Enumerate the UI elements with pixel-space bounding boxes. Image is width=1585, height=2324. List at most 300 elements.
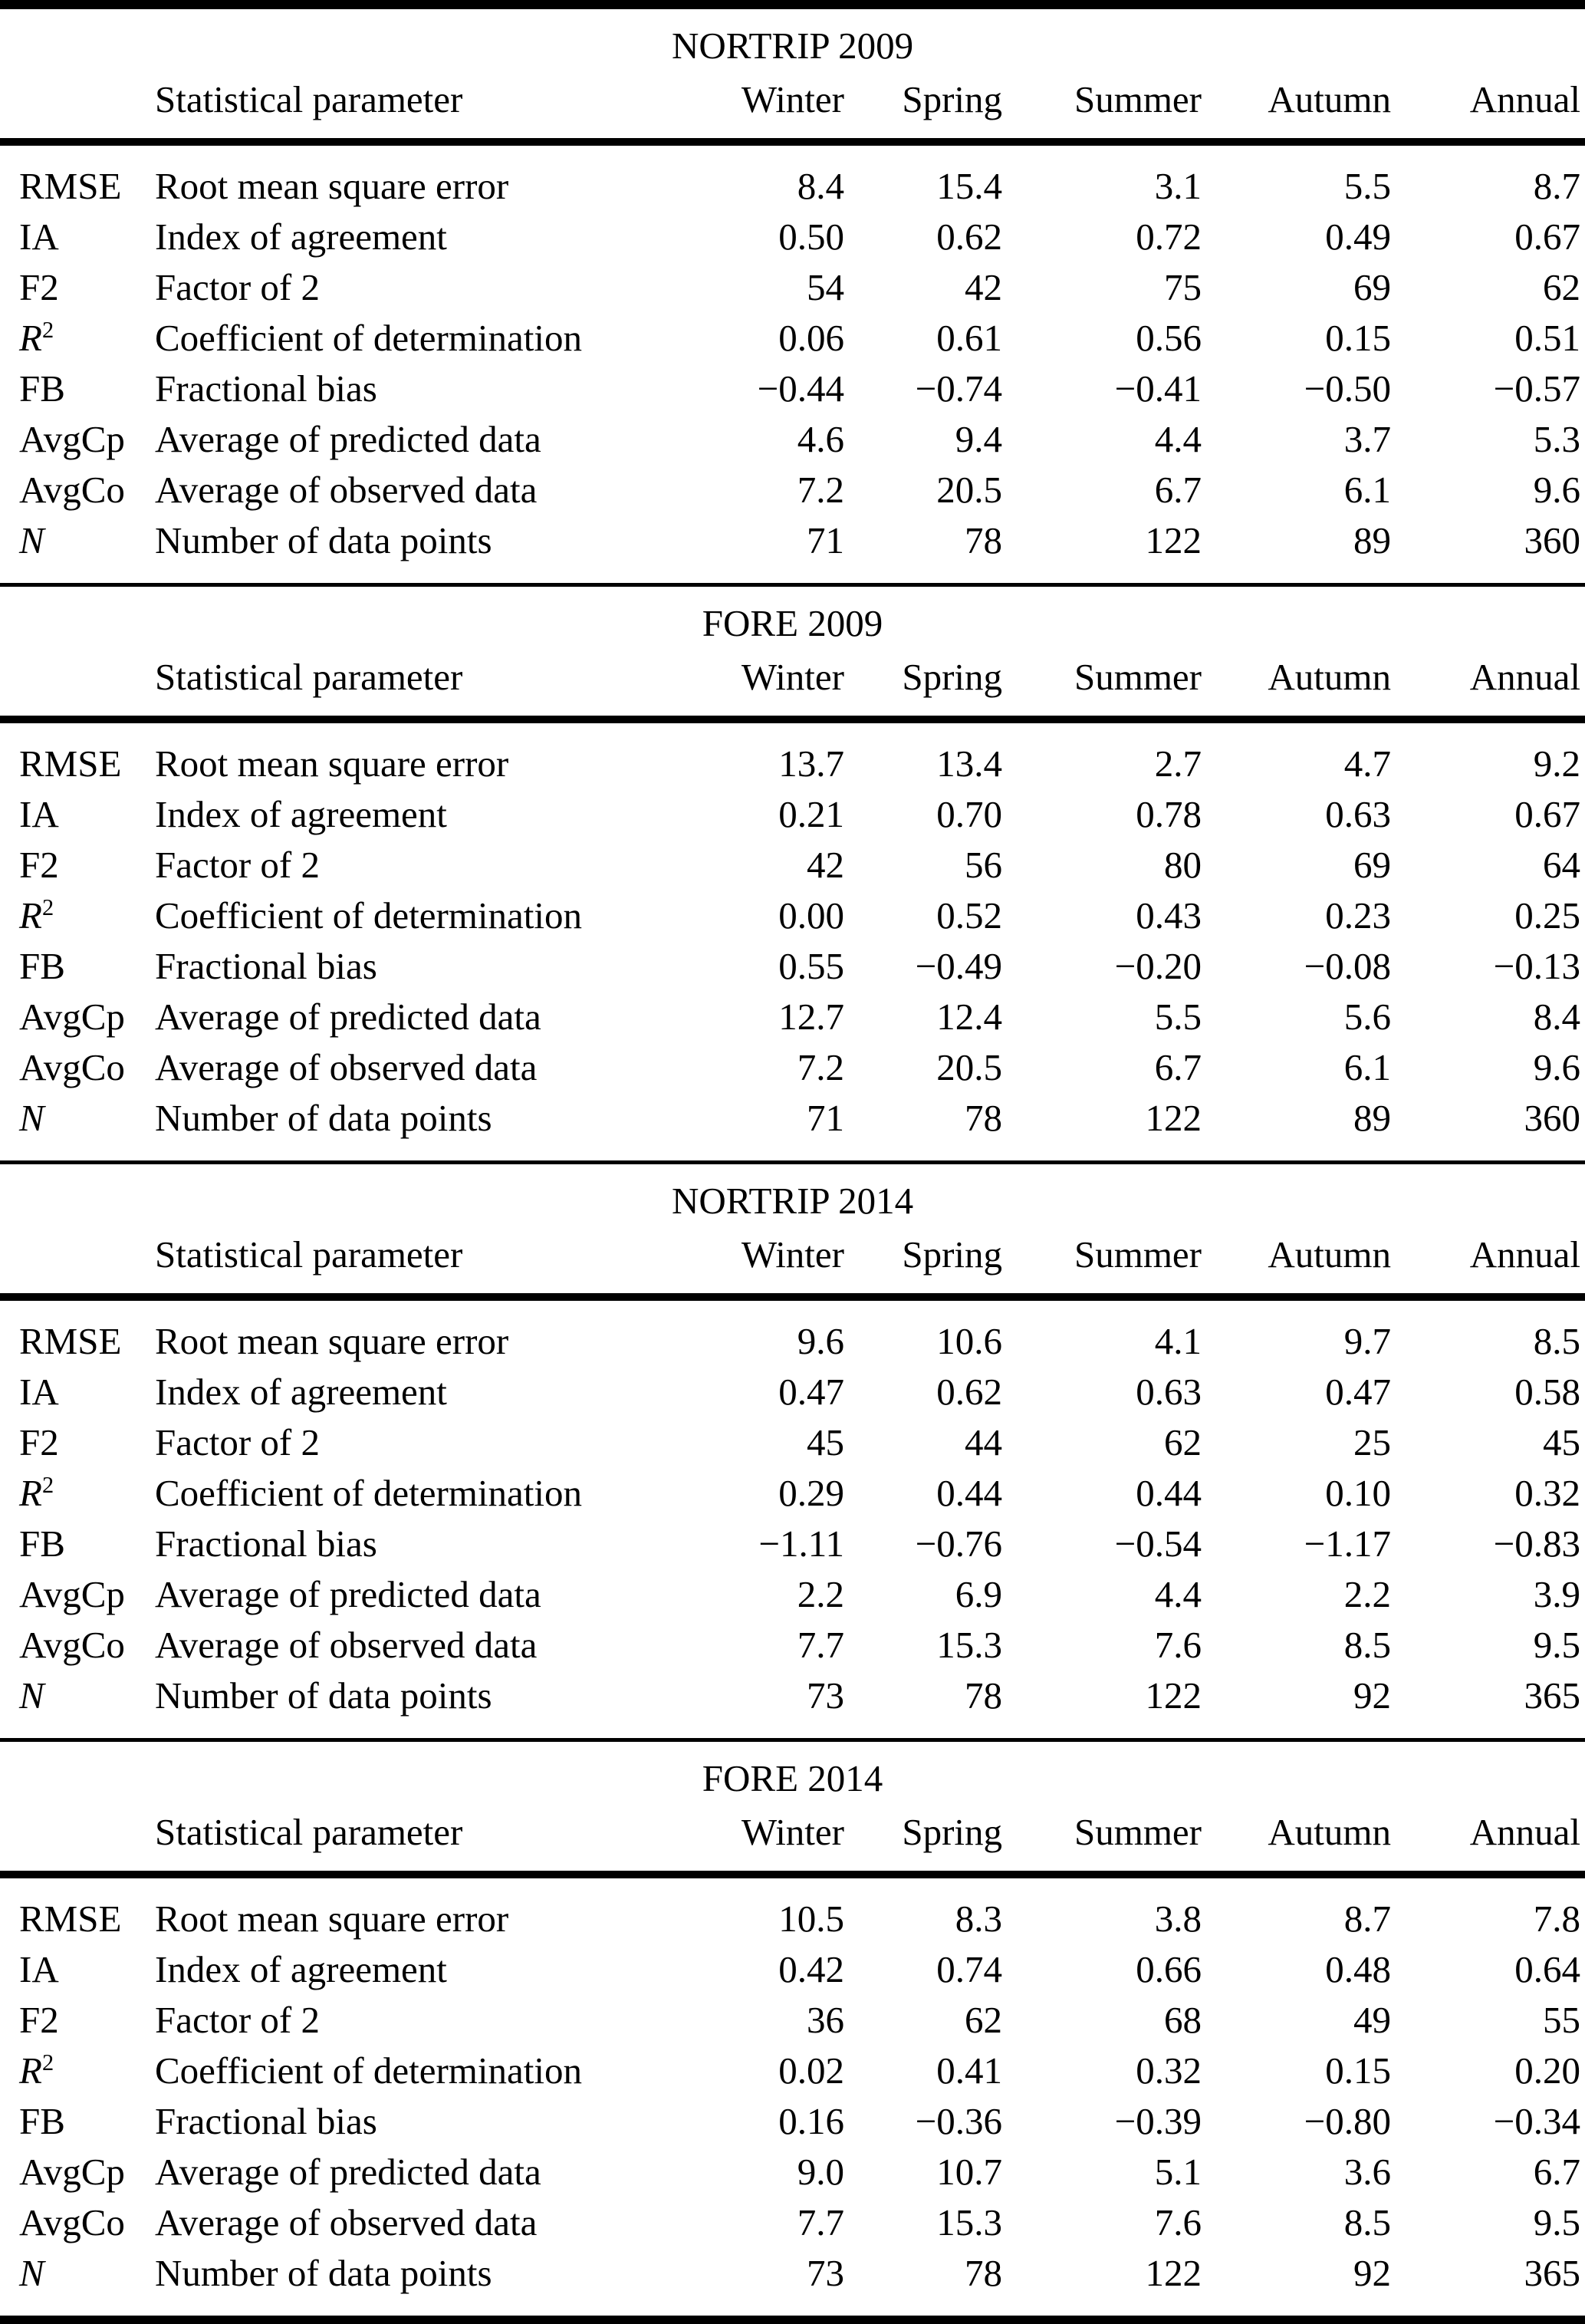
cell-value-spring: 20.5 bbox=[936, 469, 1002, 511]
parameter-abbreviation bbox=[0, 789, 155, 840]
parameter-description: Factor of 2 bbox=[155, 266, 320, 308]
cell-value-autumn: −0.80 bbox=[1304, 2100, 1391, 2142]
parameter-description: Fractional bias bbox=[155, 945, 377, 987]
cell-value-spring: 78 bbox=[965, 2252, 1002, 2294]
table-row bbox=[0, 941, 1585, 992]
cell-value-summer: 5.1 bbox=[1154, 2151, 1202, 2193]
section-title-row bbox=[0, 5, 1585, 74]
table-row bbox=[0, 1367, 1585, 1417]
parameter-abbreviation bbox=[0, 262, 155, 313]
cell-value-annual: 9.5 bbox=[1533, 1624, 1581, 1666]
cell-value-summer: 80 bbox=[1164, 844, 1202, 886]
cell-value-autumn: 0.10 bbox=[1325, 1472, 1391, 1514]
parameter-abbreviation bbox=[0, 465, 155, 515]
cell-value-summer: 4.4 bbox=[1154, 418, 1202, 460]
header-annual: Annual bbox=[1469, 1233, 1581, 1276]
header-abbreviation bbox=[0, 1806, 155, 1875]
cell-value-winter: 0.21 bbox=[778, 793, 844, 835]
parameter-description: Average of observed data bbox=[155, 2201, 538, 2243]
cell-value-autumn: 69 bbox=[1353, 844, 1391, 886]
cell-value-winter: 0.42 bbox=[778, 1948, 844, 1990]
cell-value-winter: 2.2 bbox=[797, 1573, 844, 1615]
cell-value-annual: 5.3 bbox=[1533, 418, 1581, 460]
parameter-description: Root mean square error bbox=[155, 742, 509, 785]
parameter-description: Average of predicted data bbox=[155, 418, 541, 460]
parameter-description: Number of data points bbox=[155, 1097, 492, 1139]
cell-value-summer: 0.66 bbox=[1136, 1948, 1202, 1990]
section-title: FORE 2009 bbox=[702, 602, 883, 644]
table-row bbox=[0, 2197, 1585, 2248]
cell-value-spring: 15.4 bbox=[936, 165, 1002, 207]
parameter-abbreviation bbox=[0, 1093, 155, 1163]
section-title: NORTRIP 2014 bbox=[671, 1180, 914, 1222]
parameter-abbreviation-text: FB bbox=[19, 2100, 65, 2142]
cell-value-summer: 3.8 bbox=[1154, 1898, 1202, 1940]
table-row bbox=[0, 1519, 1585, 1569]
cell-value-summer: 6.7 bbox=[1154, 1046, 1202, 1088]
cell-value-annual: 8.7 bbox=[1533, 165, 1581, 207]
cell-value-summer: 122 bbox=[1145, 519, 1202, 561]
cell-value-spring: 44 bbox=[965, 1421, 1002, 1463]
cell-value-summer: −0.54 bbox=[1114, 1522, 1202, 1565]
table-row bbox=[0, 840, 1585, 890]
header-statistical-parameter: Statistical parameter bbox=[155, 1233, 463, 1276]
header-spring: Spring bbox=[902, 1233, 1002, 1276]
parameter-abbreviation bbox=[0, 2046, 155, 2096]
parameter-abbreviation bbox=[0, 2197, 155, 2248]
header-winter: Winter bbox=[741, 78, 844, 120]
cell-value-winter: 54 bbox=[807, 266, 844, 308]
cell-value-summer: 0.63 bbox=[1136, 1371, 1202, 1413]
cell-value-winter: 73 bbox=[807, 1674, 844, 1717]
cell-value-spring: 0.74 bbox=[936, 1948, 1002, 1990]
cell-value-annual: −0.34 bbox=[1493, 2100, 1581, 2142]
parameter-abbreviation bbox=[0, 992, 155, 1042]
parameter-description: Index of agreement bbox=[155, 793, 447, 835]
cell-value-annual: 8.4 bbox=[1533, 996, 1581, 1038]
cell-value-annual: 365 bbox=[1524, 1674, 1581, 1717]
parameter-description: Number of data points bbox=[155, 519, 492, 561]
parameter-abbreviation-text: AvgCo bbox=[19, 469, 125, 511]
cell-value-annual: 0.64 bbox=[1514, 1948, 1581, 1990]
table-row bbox=[0, 1995, 1585, 2046]
parameter-abbreviation-text: R bbox=[19, 317, 42, 359]
table-row bbox=[0, 1620, 1585, 1671]
parameter-abbreviation-text: R bbox=[19, 1472, 42, 1514]
parameter-abbreviation bbox=[0, 313, 155, 364]
header-abbreviation bbox=[0, 74, 155, 142]
parameter-description: Root mean square error bbox=[155, 1320, 509, 1362]
cell-value-summer: 0.78 bbox=[1136, 793, 1202, 835]
parameter-abbreviation bbox=[0, 142, 155, 212]
cell-value-spring: 0.52 bbox=[936, 894, 1002, 937]
cell-value-annual: 0.58 bbox=[1514, 1371, 1581, 1413]
parameter-abbreviation bbox=[0, 1620, 155, 1671]
cell-value-autumn: 2.2 bbox=[1343, 1573, 1391, 1615]
parameter-description: Fractional bias bbox=[155, 367, 377, 410]
cell-value-annual: 9.6 bbox=[1533, 469, 1581, 511]
cell-value-summer: 0.32 bbox=[1136, 2049, 1202, 2092]
header-annual: Annual bbox=[1469, 656, 1581, 698]
header-autumn: Autumn bbox=[1268, 1233, 1391, 1276]
cell-value-winter: 36 bbox=[807, 1999, 844, 2041]
cell-value-annual: 9.5 bbox=[1533, 2201, 1581, 2243]
cell-value-annual: 365 bbox=[1524, 2252, 1581, 2294]
header-winter: Winter bbox=[741, 1233, 844, 1276]
cell-value-winter: 8.4 bbox=[797, 165, 844, 207]
parameter-abbreviation-text: N bbox=[19, 1097, 44, 1139]
parameter-abbreviation bbox=[0, 515, 155, 585]
cell-value-annual: 62 bbox=[1543, 266, 1581, 308]
parameter-abbreviation-text: N bbox=[19, 519, 44, 561]
cell-value-summer: 0.43 bbox=[1136, 894, 1202, 937]
parameter-abbreviation-text: FB bbox=[19, 945, 65, 987]
parameter-abbreviation-superscript: 2 bbox=[41, 894, 54, 921]
cell-value-winter: −1.11 bbox=[758, 1522, 844, 1565]
cell-value-winter: 0.55 bbox=[778, 945, 844, 987]
cell-value-spring: 42 bbox=[965, 266, 1002, 308]
table-row bbox=[0, 142, 1585, 212]
table-row bbox=[0, 789, 1585, 840]
table-row bbox=[0, 313, 1585, 364]
header-summer: Summer bbox=[1074, 1811, 1202, 1853]
header-summer: Summer bbox=[1074, 656, 1202, 698]
cell-value-spring: 78 bbox=[965, 1674, 1002, 1717]
cell-value-annual: 8.5 bbox=[1533, 1320, 1581, 1362]
cell-value-summer: 68 bbox=[1164, 1999, 1202, 2041]
cell-value-autumn: 89 bbox=[1353, 1097, 1391, 1139]
parameter-abbreviation-text: F2 bbox=[19, 1421, 59, 1463]
table-row bbox=[0, 1297, 1585, 1367]
header-autumn: Autumn bbox=[1268, 656, 1391, 698]
parameter-abbreviation bbox=[0, 1297, 155, 1367]
cell-value-annual: 0.32 bbox=[1514, 1472, 1581, 1514]
header-spring: Spring bbox=[902, 1811, 1002, 1853]
cell-value-autumn: 0.63 bbox=[1325, 793, 1391, 835]
parameter-abbreviation-text: IA bbox=[19, 1948, 59, 1990]
cell-value-autumn: 89 bbox=[1353, 519, 1391, 561]
cell-value-winter: 0.00 bbox=[778, 894, 844, 937]
parameter-description: Index of agreement bbox=[155, 1948, 447, 1990]
parameter-abbreviation bbox=[0, 890, 155, 941]
cell-value-winter: 13.7 bbox=[778, 742, 844, 785]
cell-value-spring: 78 bbox=[965, 1097, 1002, 1139]
parameter-abbreviation-text: AvgCo bbox=[19, 1624, 125, 1666]
table-section bbox=[0, 1163, 1585, 1740]
parameter-abbreviation bbox=[0, 2147, 155, 2197]
table-row bbox=[0, 1944, 1585, 1995]
parameter-abbreviation bbox=[0, 212, 155, 262]
cell-value-winter: 10.5 bbox=[778, 1898, 844, 1940]
parameter-abbreviation-text: AvgCp bbox=[19, 418, 125, 460]
parameter-abbreviation bbox=[0, 1367, 155, 1417]
parameter-abbreviation bbox=[0, 1944, 155, 1995]
parameter-abbreviation-text: F2 bbox=[19, 1999, 59, 2041]
section-title-row bbox=[0, 1163, 1585, 1229]
parameter-description: Factor of 2 bbox=[155, 1999, 320, 2041]
parameter-abbreviation-text: RMSE bbox=[19, 1898, 122, 1940]
parameter-abbreviation-text: IA bbox=[19, 793, 59, 835]
cell-value-autumn: 4.7 bbox=[1343, 742, 1391, 785]
parameter-description: Root mean square error bbox=[155, 1898, 509, 1940]
parameter-abbreviation-text: RMSE bbox=[19, 1320, 122, 1362]
parameter-abbreviation bbox=[0, 364, 155, 414]
cell-value-autumn: 0.23 bbox=[1325, 894, 1391, 937]
parameter-abbreviation-text: N bbox=[19, 1674, 44, 1717]
parameter-abbreviation-text: N bbox=[19, 2252, 44, 2294]
table-row bbox=[0, 2046, 1585, 2096]
cell-value-annual: 3.9 bbox=[1533, 1573, 1581, 1615]
cell-value-annual: 360 bbox=[1524, 519, 1581, 561]
parameter-description: Fractional bias bbox=[155, 1522, 377, 1565]
cell-value-summer: 75 bbox=[1164, 266, 1202, 308]
cell-value-annual: 6.7 bbox=[1533, 2151, 1581, 2193]
parameter-abbreviation-text: IA bbox=[19, 216, 59, 258]
section-title: FORE 2014 bbox=[702, 1757, 883, 1799]
column-header-row bbox=[0, 74, 1585, 142]
cell-value-annual: 45 bbox=[1543, 1421, 1581, 1463]
cell-value-summer: 6.7 bbox=[1154, 469, 1202, 511]
cell-value-autumn: 3.6 bbox=[1343, 2151, 1391, 2193]
cell-value-annual: 7.8 bbox=[1533, 1898, 1581, 1940]
cell-value-autumn: −0.50 bbox=[1304, 367, 1391, 410]
cell-value-autumn: −1.17 bbox=[1304, 1522, 1391, 1565]
parameter-abbreviation bbox=[0, 1417, 155, 1468]
table-row bbox=[0, 2096, 1585, 2147]
cell-value-spring: 20.5 bbox=[936, 1046, 1002, 1088]
header-winter: Winter bbox=[741, 656, 844, 698]
cell-value-autumn: 8.5 bbox=[1343, 1624, 1391, 1666]
header-abbreviation bbox=[0, 1229, 155, 1297]
parameter-abbreviation bbox=[0, 1671, 155, 1740]
cell-value-spring: 9.4 bbox=[955, 418, 1002, 460]
cell-value-spring: 0.41 bbox=[936, 2049, 1002, 2092]
cell-value-autumn: −0.08 bbox=[1304, 945, 1391, 987]
cell-value-autumn: 49 bbox=[1353, 1999, 1391, 2041]
cell-value-annual: −0.13 bbox=[1493, 945, 1581, 987]
table-row bbox=[0, 1417, 1585, 1468]
cell-value-summer: 122 bbox=[1145, 1097, 1202, 1139]
parameter-description: Coefficient of determination bbox=[155, 894, 582, 937]
cell-value-summer: −0.41 bbox=[1114, 367, 1202, 410]
cell-value-winter: 7.2 bbox=[797, 469, 844, 511]
header-winter: Winter bbox=[741, 1811, 844, 1853]
table-row bbox=[0, 465, 1585, 515]
parameter-description: Coefficient of determination bbox=[155, 317, 582, 359]
cell-value-spring: 12.4 bbox=[936, 996, 1002, 1038]
cell-value-autumn: 5.5 bbox=[1343, 165, 1391, 207]
cell-value-winter: 71 bbox=[807, 1097, 844, 1139]
cell-value-winter: −0.44 bbox=[757, 367, 844, 410]
cell-value-spring: 10.6 bbox=[936, 1320, 1002, 1362]
cell-value-summer: 4.1 bbox=[1154, 1320, 1202, 1362]
table-row bbox=[0, 212, 1585, 262]
cell-value-winter: 9.6 bbox=[797, 1320, 844, 1362]
cell-value-winter: 0.47 bbox=[778, 1371, 844, 1413]
cell-value-autumn: 3.7 bbox=[1343, 418, 1391, 460]
header-autumn: Autumn bbox=[1268, 1811, 1391, 1853]
parameter-abbreviation bbox=[0, 1468, 155, 1519]
cell-value-summer: 0.44 bbox=[1136, 1472, 1202, 1514]
cell-value-winter: 0.02 bbox=[778, 2049, 844, 2092]
parameter-abbreviation-text: AvgCp bbox=[19, 996, 125, 1038]
table-section bbox=[0, 585, 1585, 1163]
cell-value-annual: 9.6 bbox=[1533, 1046, 1581, 1088]
cell-value-winter: 4.6 bbox=[797, 418, 844, 460]
parameter-abbreviation-text: AvgCp bbox=[19, 2151, 125, 2193]
header-abbreviation bbox=[0, 651, 155, 719]
parameter-abbreviation bbox=[0, 1569, 155, 1620]
cell-value-spring: 0.62 bbox=[936, 216, 1002, 258]
parameter-abbreviation bbox=[0, 1875, 155, 1944]
cell-value-annual: 0.51 bbox=[1514, 317, 1581, 359]
parameter-abbreviation-text: F2 bbox=[19, 844, 59, 886]
cell-value-autumn: 0.48 bbox=[1325, 1948, 1391, 1990]
cell-value-winter: 42 bbox=[807, 844, 844, 886]
table-row bbox=[0, 414, 1585, 465]
table-row bbox=[0, 1093, 1585, 1163]
cell-value-spring: 15.3 bbox=[936, 2201, 1002, 2243]
parameter-description: Average of predicted data bbox=[155, 996, 541, 1038]
cell-value-spring: 0.70 bbox=[936, 793, 1002, 835]
cell-value-annual: 64 bbox=[1543, 844, 1581, 886]
column-header-row bbox=[0, 1229, 1585, 1297]
cell-value-autumn: 0.47 bbox=[1325, 1371, 1391, 1413]
header-summer: Summer bbox=[1074, 78, 1202, 120]
cell-value-winter: 0.50 bbox=[778, 216, 844, 258]
table-row bbox=[0, 1671, 1585, 1740]
cell-value-winter: 7.2 bbox=[797, 1046, 844, 1088]
cell-value-spring: 8.3 bbox=[955, 1898, 1002, 1940]
cell-value-spring: 78 bbox=[965, 519, 1002, 561]
parameter-description: Average of observed data bbox=[155, 1624, 538, 1666]
parameter-abbreviation bbox=[0, 414, 155, 465]
cell-value-summer: 4.4 bbox=[1154, 1573, 1202, 1615]
cell-value-spring: 0.61 bbox=[936, 317, 1002, 359]
parameter-abbreviation bbox=[0, 840, 155, 890]
cell-value-summer: −0.39 bbox=[1114, 2100, 1202, 2142]
cell-value-spring: −0.76 bbox=[915, 1522, 1002, 1565]
parameter-description: Number of data points bbox=[155, 1674, 492, 1717]
cell-value-autumn: 25 bbox=[1353, 1421, 1391, 1463]
parameter-abbreviation-text: R bbox=[19, 894, 42, 937]
parameter-abbreviation-text: FB bbox=[19, 1522, 65, 1565]
header-statistical-parameter: Statistical parameter bbox=[155, 78, 463, 120]
parameter-abbreviation-text: F2 bbox=[19, 266, 59, 308]
cell-value-annual: −0.83 bbox=[1493, 1522, 1581, 1565]
parameter-abbreviation-text: AvgCo bbox=[19, 1046, 125, 1088]
header-statistical-parameter: Statistical parameter bbox=[155, 656, 463, 698]
table-row bbox=[0, 364, 1585, 414]
cell-value-spring: 6.9 bbox=[955, 1573, 1002, 1615]
header-spring: Spring bbox=[902, 656, 1002, 698]
cell-value-winter: 0.06 bbox=[778, 317, 844, 359]
cell-value-autumn: 9.7 bbox=[1343, 1320, 1391, 1362]
cell-value-annual: 0.67 bbox=[1514, 216, 1581, 258]
parameter-description: Index of agreement bbox=[155, 1371, 447, 1413]
parameter-abbreviation bbox=[0, 941, 155, 992]
cell-value-spring: −0.36 bbox=[915, 2100, 1002, 2142]
parameter-description: Average of predicted data bbox=[155, 1573, 541, 1615]
parameter-abbreviation-superscript: 2 bbox=[41, 317, 54, 344]
cell-value-summer: −0.20 bbox=[1114, 945, 1202, 987]
cell-value-summer: 0.56 bbox=[1136, 317, 1202, 359]
cell-value-spring: 62 bbox=[965, 1999, 1002, 2041]
cell-value-winter: 12.7 bbox=[778, 996, 844, 1038]
cell-value-autumn: 69 bbox=[1353, 266, 1391, 308]
cell-value-summer: 5.5 bbox=[1154, 996, 1202, 1038]
table-row bbox=[0, 262, 1585, 313]
parameter-abbreviation-text: AvgCp bbox=[19, 1573, 125, 1615]
cell-value-summer: 2.7 bbox=[1154, 742, 1202, 785]
parameter-description: Number of data points bbox=[155, 2252, 492, 2294]
table-row bbox=[0, 1468, 1585, 1519]
table-row bbox=[0, 890, 1585, 941]
column-header-row bbox=[0, 1806, 1585, 1875]
parameter-abbreviation-text: RMSE bbox=[19, 165, 122, 207]
cell-value-spring: −0.49 bbox=[915, 945, 1002, 987]
parameter-abbreviation-superscript: 2 bbox=[41, 2049, 54, 2076]
parameter-abbreviation bbox=[0, 719, 155, 789]
parameter-description: Factor of 2 bbox=[155, 844, 320, 886]
header-statistical-parameter: Statistical parameter bbox=[155, 1811, 463, 1853]
parameter-abbreviation-text: RMSE bbox=[19, 742, 122, 785]
cell-value-autumn: 92 bbox=[1353, 2252, 1391, 2294]
cell-value-spring: 56 bbox=[965, 844, 1002, 886]
cell-value-annual: 0.25 bbox=[1514, 894, 1581, 937]
cell-value-spring: 15.3 bbox=[936, 1624, 1002, 1666]
cell-value-summer: 0.72 bbox=[1136, 216, 1202, 258]
parameter-description: Coefficient of determination bbox=[155, 2049, 582, 2092]
cell-value-spring: 0.44 bbox=[936, 1472, 1002, 1514]
header-annual: Annual bbox=[1469, 1811, 1581, 1853]
header-summer: Summer bbox=[1074, 1233, 1202, 1276]
parameter-abbreviation bbox=[0, 2096, 155, 2147]
parameter-description: Root mean square error bbox=[155, 165, 509, 207]
header-spring: Spring bbox=[902, 78, 1002, 120]
cell-value-summer: 7.6 bbox=[1154, 2201, 1202, 2243]
cell-value-winter: 7.7 bbox=[797, 2201, 844, 2243]
cell-value-spring: 10.7 bbox=[936, 2151, 1002, 2193]
cell-value-annual: 0.20 bbox=[1514, 2049, 1581, 2092]
cell-value-winter: 71 bbox=[807, 519, 844, 561]
parameter-abbreviation bbox=[0, 1042, 155, 1093]
cell-value-annual: 360 bbox=[1524, 1097, 1581, 1139]
cell-value-annual: 0.67 bbox=[1514, 793, 1581, 835]
parameter-abbreviation-text: IA bbox=[19, 1371, 59, 1413]
cell-value-winter: 9.0 bbox=[797, 2151, 844, 2193]
parameter-description: Average of predicted data bbox=[155, 2151, 541, 2193]
table-row bbox=[0, 1042, 1585, 1093]
cell-value-summer: 62 bbox=[1164, 1421, 1202, 1463]
table-row bbox=[0, 2248, 1585, 2320]
cell-value-autumn: 5.6 bbox=[1343, 996, 1391, 1038]
cell-value-winter: 45 bbox=[807, 1421, 844, 1463]
header-annual: Annual bbox=[1469, 78, 1581, 120]
cell-value-summer: 122 bbox=[1145, 1674, 1202, 1717]
parameter-abbreviation bbox=[0, 1519, 155, 1569]
table-row bbox=[0, 1875, 1585, 1944]
cell-value-autumn: 6.1 bbox=[1343, 469, 1391, 511]
table-row bbox=[0, 719, 1585, 789]
cell-value-summer: 3.1 bbox=[1154, 165, 1202, 207]
cell-value-autumn: 0.15 bbox=[1325, 2049, 1391, 2092]
cell-value-spring: 0.62 bbox=[936, 1371, 1002, 1413]
cell-value-summer: 122 bbox=[1145, 2252, 1202, 2294]
cell-value-spring: 13.4 bbox=[936, 742, 1002, 785]
cell-value-autumn: 0.15 bbox=[1325, 317, 1391, 359]
cell-value-annual: 9.2 bbox=[1533, 742, 1581, 785]
